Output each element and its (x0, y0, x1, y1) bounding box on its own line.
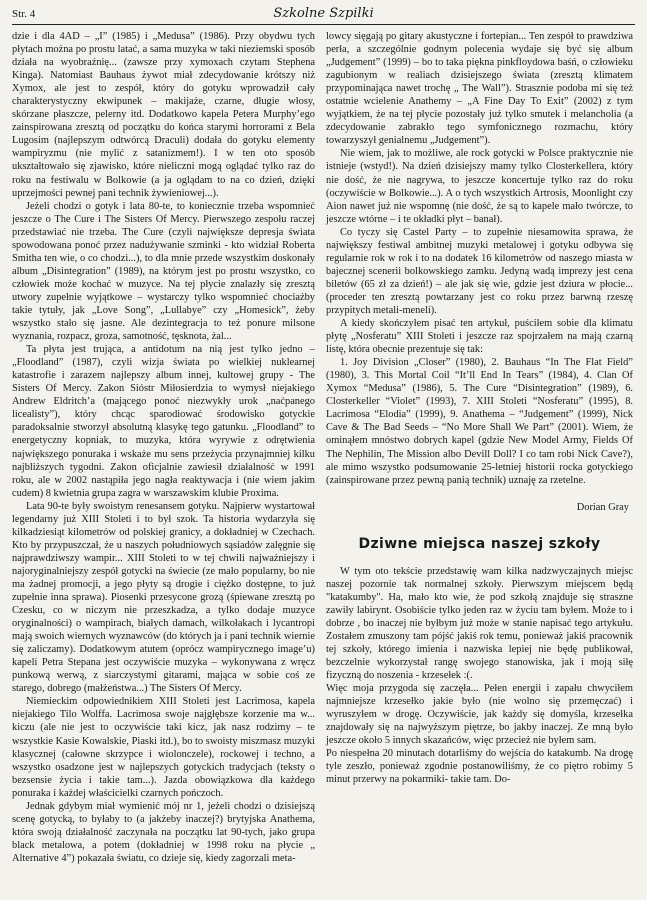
section-paragraph: Więc moja przygoda się zaczęła... Pełen energii i zapału chwyciłem najmniejsze krzesełko jakie było (nie wolno się przemęczać) i wyruszyłem w drogę. Oczywiście, jak każdy się domyśla, krzesełka znajdowały się na najwyższym piętrze, bo jakby inaczej. Ze mną było jeszcze około 5 innych skazańców, więc przecież nie byłem sam. (326, 683, 633, 747)
article-paragraph: Nie wiem, jak to możliwe, ale rock gotycki w Polsce praktycznie nie istnieje (wstyd!). Na dzień dzisiejszy mamy tylko Closterkellera, który nie dość, że nie nagrywa, to jeszcze koncertuje tylko raz do roku (oczywiście w Bolkowie...). A o tych wszystkich Artrosis, Moonlight czy Aion nawet już nie wspomnę (nie dość, że są to kapele mało twórcze, to jeszcze wtórne – i te okładki płyt – banał). (326, 148, 633, 225)
page-header (12, 6, 635, 25)
section-paragraph: Po niespełna 20 minutach dotarliśmy do wejścia do katakumb. Na drogę tyle zeszło, ponieważ zgodnie postanowiliśmy, że co piętro robimy 5 minut przerwy na pokarmiki- takie tam. Do- (326, 748, 633, 786)
page-number: Str. 4 (12, 8, 36, 20)
article-paragraph: Jeżeli chodzi o gotyk i lata 80-te, to koniecznie trzeba wspomnieć jeszcze o The Cure i The Sisters Of Mercy. Pierwszego zespołu raczej przedstawiać nie trzeba. The Cure (czyli największe depresja świata spowodowana ponoć przez nadużywanie szminki - kto widział Roberta Smitha ten wie, o co chodzi...), to dla mnie przede wszystkim doskonały album „Disintegration” (1989), na którym jest po prostu wszystko, co człowiek może kochać w muzyce. Na tej płycie znalazły się zresztą utwory zupełnie wyjątkowe – wystarczy tylko wspomnieć chociażby takie tytuły, jak „Love Song”, „Lullabye” czy „Homesick”, żeby wszystko stało się jasne. Ale dezintegracja to też ponure milsone wyznania, rozpacz, groza, samotność, tęsknota, żal... (12, 200, 315, 343)
article-paragraph: A kiedy skończyłem pisać ten artykuł, puściłem sobie dla klimatu płytę „Nosferatu” XIII Stoleti i jeszcze raz spojrzałem na mają czarną listę, która obecnie prezentuje się tak: (326, 318, 633, 356)
right-column (326, 30, 633, 787)
section-paragraph: W tym oto tekście przedstawię wam kilka nadzwyczajnych miejsc naszej pozornie tak normalnej szkoły. Pierwszym miejscem będą "katakumby". Ha, mało kto wie, że pod szkołą znajduje się straszne zawiły labirynt. Osobiście tylko jeden raz w życiu tam byłem. Może to i dobrze , bo inaczej nie byłbym już może w stanie napisać tego artykułu. Zostałem zmuszony tam pójść jakiś rok temu, ponieważ jakiś pracownik tej szkoły, którego imienia i nazwiska lepiej nie będę publikował, bezczelnie wykorzystał rangę swojego stanowiska, jak i moją siłę fizyczną do noszenia - krzesełek :(. (326, 565, 633, 682)
article-paragraph: Co tyczy się Castel Party – to zupełnie niesamowita sprawa, że największy festiwal ambitnej muzyki metalowej i gotyku odbywa się regularnie rok w rok i to na dodatek 16 kilometrów od naszego miasta w bajecznej scenerii bolkowskiego zamku. Jedyną wadą imprezy jest cena biletów (65 zł za dzień!) – ale jak się wie, gdzie jest dziura w płocie... (proceder ten zresztą powtarzany jest co roku przez barwną rzeszę przypitych metali-meneli). (326, 226, 633, 316)
album-list: 1. Joy Division „Closer” (1980), 2. Bauhaus “In The Flat Field” (1980), 3. This Mortal Coil “It’ll End In Tears” (1984), 4. Clan Of Xymox “Medusa” (1986), 5. The Cure “Disintegration” (1989), 6. Closterkeller “Violet” (1993), 7. XIII Stoleti “Nosferatu” (1995), 8. Lacrimosa “Elodia” (1999), 9. Anathema – “Judgement” (1999), Nick Cave & The Bad Seeds – “No More Shall We Part” (2001). Wiem, że ominąłem mnóstwo dobrych kapel (gdzie New Model Army, Fields Of The Nephilin, The Mission albo Devill Doll? I co tam robi Nick Cave?), ale mimo wszystko podsumowanie 25-letniej historii rocka gotyckiego (zainspirowane przez pewną panią technik) uznaję za rzetelne. (326, 357, 633, 486)
left-column (12, 30, 315, 865)
article-paragraph: lowcy sięgają po gitary akustyczne i fortepian... Ten zespół to prawdziwa perła, a szczególnie godnym polecenia wydaje się być się album „Judgement” (1999) – bo to taka piękna pinkfloydowa baśń, o człowieku zagubionym w realiach dzisiejszego świata (zresztą klimatem przypominająca nawet trochę „ The Wall”). Strasznie podoba mi się też ostatnie wcielenie Anathemy – „A Fine Day To Exit” (2002) z tym wyjątkiem, że na tej płycie pozostały już tylko smutek i melancholia (a zdecydowanie zabrakło tego symfonicznego rozmachu, który towarzyszył genialnemu „Judgement”). (326, 31, 633, 147)
article-paragraph: dzie i dla 4AD – „I” (1985) i „Medusa” (1986). Przy obydwu tych płytach można po prostu latać, a sama muzyka w taki nieziemski sposób działa na wyobraźnię... (zawsze przy xymoxach czytam Stephena Kinga). Natomiast Bauhaus żywot miał zdecydowanie krótszy niż Xymox, ale jest to zespół, który do gotyku wprowadził cały charakterystyczny ekwipunek – makijaże, czarne, długie włosy, skórzane płaszcze, pelerny itd. Dodatkowo kapela Petera Murphy’ego zainspirowana zresztą od początku do końca starymi horrorami z Bela Lugosim (najlepszym odtwórcą Draculi) dodała do gotyku elementy wampiryzmu (nie mylić z satanizmem!). I w ten oto sposób ukształtowało się zjawisko, które nieliczni mogą oglądać tylko raz do roku na festiwalu w Bolkowie (a ja oglądam to na co dzień, dzięki uprzejmości pewnej pani technik żywieniowej...). (12, 31, 315, 199)
article-paragraph: Lata 90-te były swoistym renesansem gotyku. Najpierw wystartował legendarny już XIII Stoleti i to był szok. Ta historia wydarzyła się kilkadziesiąt kilometrów od polskiej granicy, a dokładniej w Czechach. Kto by przypuszczał, że u naszych południowych sąsiadów zalęgnie się najprawdziwszy wampir... XIII Stoleti to w tej chwili najważniejszy i najoryginalniejszy zespół gotycki na świecie (ze mało popularny, bo nie ma żadnej promocji, a jego płyty są drogie i ciężko dostępne, to już zupełnie inna sprawa). Piosenki przesycone grozą (śpiewane zresztą po Czesku, co w niczym nie przeszkadza, a tylko dodaje muzyce oryginalności) o wampirach, białych damach, wilkołakach i lycantropi mają swoich wiernych wyznawców (do których ja i pani technik wiernie się zaliczamy). Dodatkowym atutem (oprócz wampirycznego image’u) kapeli Petra Stepana jest oczywiście muzyka – wykonywana z wręcz punkową werwą, z siarczystymi gitarami, mająca w sobie coś ze starego, dobrego (małżeństwa...) The Sisters Of Mercy. (12, 500, 315, 695)
article-paragraph: Niemieckim odpowiednikiem XIII Stoleti jest Lacrimosa, kapela niejakiego Tilo Wolffa. Lacrimosa swoje najgłębsze korzenie ma w... kiczu (ale nie jest to oczywiście taki kicz, jak nasz rodzimy – te wszystkie Kasie Kowalskie, Piaski itd.), bo to swoisty miszmasz muzyki klasycznej (całowne skrzypce i wiolonczele), rockowej i techno, a wszystko osadzone jest w najlepszych gotyckich tradycjach (teksty o bezsensie życia i takie tam...). Jazda obowiązkowa dla każdego ponuraka i każdej właścicielki czarnych pończoch. (12, 696, 315, 799)
section-title: Dziwne miejsca naszej szkoły (358, 535, 601, 552)
article-paragraph: Ta płyta jest trująca, a antidotum na nią jest tylko jedno – „Floodland” (1987), czyli wizja świata po wielkiej nuklearnej katastrofie i zarazem najlepszy album innej, kultowej grupy - The Sisters Of Mercy. Zakon Sióstr Miłosierdzia to wymysł niejakiego Andrew Eldritch’a (mającego ponoć niezwykły urok „naćpanego licealisty”), który chcąc sparodiować środowisko gotyckie paradoksalnie stworzył absolutną klasykę tego gatunku. „Floodland” to energetyczny kopniak, to muzyka, która wyrywie z odrętwienia największego ponuraka i wskaże mu sens przeżycia przynajmniej kilku najbliższych tygodni. Zakon oficjalnie zawiesił działalność w 1991 roku, ale w 2002 nastąpiła jego nagła reaktywacja i (nie wiem jakim cudem) 8 kwietnia grupa zagra w warszawskim klubie Proxima. (12, 344, 315, 499)
author-signature: Dorian Gray (576, 501, 629, 513)
publication-title: Szkolne Szpilki (273, 6, 374, 21)
article-paragraph: Jednak gdybym miał wymienić mój nr 1, jeżeli chodzi o dzisiejszą scenę gotycką, to byłaby to (a jakżeby inaczej?) brytyjska Anathema, która swoją działalność zaczynała na początku lat 90-tych, jako grupa black metalowa, a potem (dokładniej w 1998 roku na płycie „ Alternative 4”) pokazała światu, co dzieje się, kiedy zagorzali meta- (12, 800, 315, 864)
